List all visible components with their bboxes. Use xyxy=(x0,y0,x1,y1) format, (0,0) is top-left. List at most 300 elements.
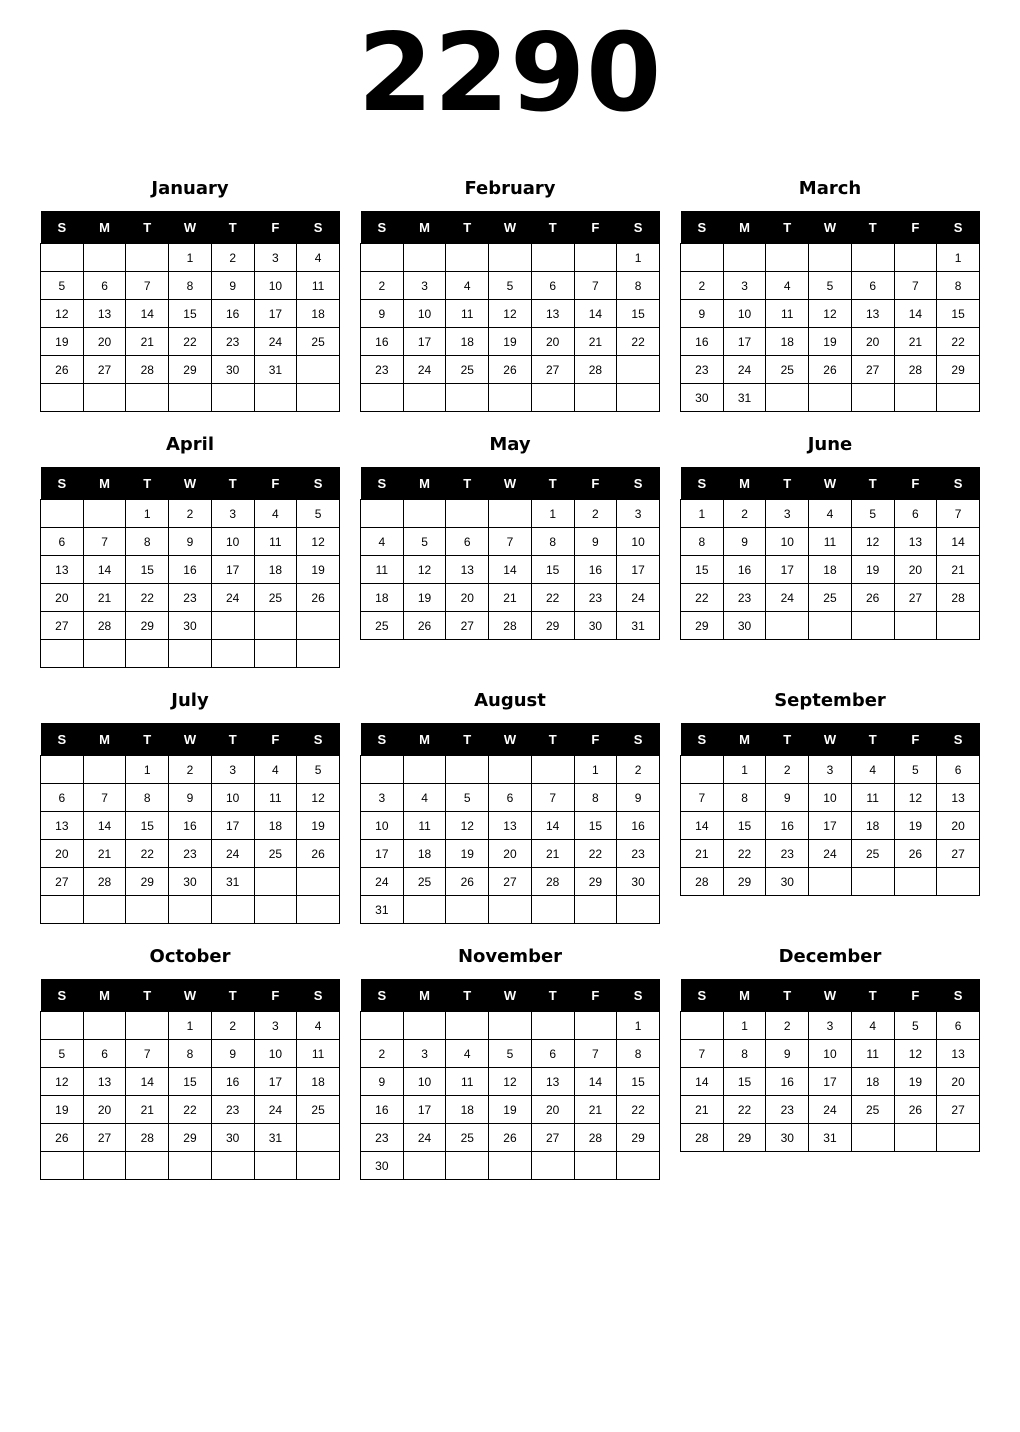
day-cell[interactable]: 2 xyxy=(169,500,212,528)
day-cell[interactable]: 13 xyxy=(937,1040,980,1068)
day-cell[interactable]: 24 xyxy=(617,584,660,612)
day-cell[interactable]: 12 xyxy=(489,300,532,328)
day-cell[interactable]: 22 xyxy=(531,584,574,612)
day-cell[interactable]: 24 xyxy=(211,584,254,612)
day-cell[interactable]: 15 xyxy=(574,812,617,840)
day-cell[interactable]: 2 xyxy=(211,1012,254,1040)
day-cell[interactable]: 24 xyxy=(809,840,852,868)
day-cell[interactable]: 27 xyxy=(851,356,894,384)
day-cell[interactable]: 9 xyxy=(211,1040,254,1068)
day-cell[interactable]: 14 xyxy=(83,812,126,840)
day-cell[interactable]: 13 xyxy=(531,1068,574,1096)
day-cell[interactable]: 14 xyxy=(126,300,169,328)
day-cell[interactable]: 23 xyxy=(766,1096,809,1124)
day-cell[interactable]: 28 xyxy=(681,868,724,896)
day-cell[interactable]: 3 xyxy=(617,500,660,528)
day-cell[interactable]: 23 xyxy=(211,328,254,356)
day-cell[interactable]: 15 xyxy=(169,1068,212,1096)
day-cell[interactable]: 27 xyxy=(531,356,574,384)
day-cell[interactable]: 6 xyxy=(83,1040,126,1068)
day-cell[interactable]: 2 xyxy=(681,272,724,300)
day-cell[interactable]: 9 xyxy=(361,300,404,328)
day-cell[interactable]: 18 xyxy=(361,584,404,612)
day-cell[interactable]: 11 xyxy=(446,300,489,328)
day-cell[interactable]: 20 xyxy=(489,840,532,868)
day-cell[interactable]: 19 xyxy=(446,840,489,868)
day-cell[interactable]: 9 xyxy=(169,784,212,812)
day-cell[interactable]: 4 xyxy=(851,756,894,784)
day-cell[interactable]: 25 xyxy=(766,356,809,384)
day-cell[interactable]: 1 xyxy=(126,756,169,784)
day-cell[interactable]: 15 xyxy=(937,300,980,328)
day-cell[interactable]: 1 xyxy=(617,1012,660,1040)
day-cell[interactable]: 17 xyxy=(211,812,254,840)
day-cell[interactable]: 30 xyxy=(169,612,212,640)
day-cell[interactable]: 9 xyxy=(681,300,724,328)
day-cell[interactable]: 3 xyxy=(809,756,852,784)
day-cell[interactable]: 5 xyxy=(297,500,340,528)
day-cell[interactable]: 21 xyxy=(126,1096,169,1124)
day-cell[interactable]: 10 xyxy=(403,300,446,328)
day-cell[interactable]: 4 xyxy=(809,500,852,528)
day-cell[interactable]: 4 xyxy=(254,500,297,528)
day-cell[interactable]: 11 xyxy=(254,784,297,812)
day-cell[interactable]: 14 xyxy=(574,1068,617,1096)
day-cell[interactable]: 14 xyxy=(681,812,724,840)
day-cell[interactable]: 15 xyxy=(723,1068,766,1096)
day-cell[interactable]: 26 xyxy=(489,356,532,384)
day-cell[interactable]: 21 xyxy=(937,556,980,584)
day-cell[interactable]: 19 xyxy=(297,812,340,840)
day-cell[interactable]: 12 xyxy=(489,1068,532,1096)
day-cell[interactable]: 6 xyxy=(937,756,980,784)
day-cell[interactable]: 17 xyxy=(211,556,254,584)
day-cell[interactable]: 14 xyxy=(937,528,980,556)
day-cell[interactable]: 20 xyxy=(83,1096,126,1124)
day-cell[interactable]: 11 xyxy=(297,272,340,300)
day-cell[interactable]: 25 xyxy=(297,328,340,356)
day-cell[interactable]: 9 xyxy=(723,528,766,556)
day-cell[interactable]: 28 xyxy=(894,356,937,384)
day-cell[interactable]: 15 xyxy=(617,300,660,328)
day-cell[interactable]: 26 xyxy=(297,584,340,612)
day-cell[interactable]: 20 xyxy=(894,556,937,584)
day-cell[interactable]: 7 xyxy=(83,528,126,556)
day-cell[interactable]: 31 xyxy=(254,356,297,384)
day-cell[interactable]: 25 xyxy=(297,1096,340,1124)
day-cell[interactable]: 22 xyxy=(617,1096,660,1124)
day-cell[interactable]: 28 xyxy=(574,1124,617,1152)
day-cell[interactable]: 3 xyxy=(254,1012,297,1040)
day-cell[interactable]: 21 xyxy=(83,840,126,868)
day-cell[interactable]: 22 xyxy=(574,840,617,868)
day-cell[interactable]: 12 xyxy=(297,528,340,556)
day-cell[interactable]: 13 xyxy=(851,300,894,328)
day-cell[interactable]: 23 xyxy=(211,1096,254,1124)
day-cell[interactable]: 23 xyxy=(169,584,212,612)
day-cell[interactable]: 8 xyxy=(723,1040,766,1068)
day-cell[interactable]: 21 xyxy=(894,328,937,356)
day-cell[interactable]: 26 xyxy=(297,840,340,868)
day-cell[interactable]: 30 xyxy=(681,384,724,412)
day-cell[interactable]: 15 xyxy=(126,556,169,584)
day-cell[interactable]: 9 xyxy=(766,784,809,812)
day-cell[interactable]: 12 xyxy=(809,300,852,328)
day-cell[interactable]: 22 xyxy=(723,840,766,868)
day-cell[interactable]: 10 xyxy=(211,784,254,812)
day-cell[interactable]: 8 xyxy=(574,784,617,812)
day-cell[interactable]: 21 xyxy=(126,328,169,356)
day-cell[interactable]: 3 xyxy=(403,272,446,300)
day-cell[interactable]: 17 xyxy=(809,1068,852,1096)
day-cell[interactable]: 28 xyxy=(83,868,126,896)
day-cell[interactable]: 21 xyxy=(574,1096,617,1124)
day-cell[interactable]: 10 xyxy=(361,812,404,840)
day-cell[interactable]: 29 xyxy=(126,612,169,640)
day-cell[interactable]: 25 xyxy=(851,1096,894,1124)
day-cell[interactable]: 22 xyxy=(169,1096,212,1124)
day-cell[interactable]: 18 xyxy=(297,300,340,328)
day-cell[interactable]: 27 xyxy=(894,584,937,612)
day-cell[interactable]: 10 xyxy=(211,528,254,556)
day-cell[interactable]: 23 xyxy=(766,840,809,868)
day-cell[interactable]: 7 xyxy=(83,784,126,812)
day-cell[interactable]: 20 xyxy=(531,1096,574,1124)
day-cell[interactable]: 5 xyxy=(894,1012,937,1040)
day-cell[interactable]: 29 xyxy=(937,356,980,384)
day-cell[interactable]: 6 xyxy=(41,528,84,556)
day-cell[interactable]: 22 xyxy=(126,584,169,612)
day-cell[interactable]: 16 xyxy=(361,1096,404,1124)
day-cell[interactable]: 20 xyxy=(41,840,84,868)
day-cell[interactable]: 4 xyxy=(403,784,446,812)
day-cell[interactable]: 12 xyxy=(403,556,446,584)
day-cell[interactable]: 27 xyxy=(83,356,126,384)
day-cell[interactable]: 3 xyxy=(361,784,404,812)
day-cell[interactable]: 28 xyxy=(126,1124,169,1152)
day-cell[interactable]: 1 xyxy=(937,244,980,272)
day-cell[interactable]: 26 xyxy=(489,1124,532,1152)
day-cell[interactable]: 16 xyxy=(766,812,809,840)
day-cell[interactable]: 16 xyxy=(211,300,254,328)
day-cell[interactable]: 7 xyxy=(937,500,980,528)
day-cell[interactable]: 18 xyxy=(254,556,297,584)
day-cell[interactable]: 31 xyxy=(254,1124,297,1152)
day-cell[interactable]: 4 xyxy=(766,272,809,300)
day-cell[interactable]: 12 xyxy=(297,784,340,812)
day-cell[interactable]: 23 xyxy=(361,356,404,384)
day-cell[interactable]: 21 xyxy=(489,584,532,612)
day-cell[interactable]: 16 xyxy=(574,556,617,584)
day-cell[interactable]: 22 xyxy=(723,1096,766,1124)
day-cell[interactable]: 12 xyxy=(894,1040,937,1068)
day-cell[interactable]: 8 xyxy=(723,784,766,812)
day-cell[interactable]: 28 xyxy=(489,612,532,640)
day-cell[interactable]: 16 xyxy=(169,812,212,840)
day-cell[interactable]: 31 xyxy=(211,868,254,896)
day-cell[interactable]: 14 xyxy=(489,556,532,584)
day-cell[interactable]: 27 xyxy=(41,868,84,896)
day-cell[interactable]: 17 xyxy=(809,812,852,840)
day-cell[interactable]: 19 xyxy=(297,556,340,584)
day-cell[interactable]: 8 xyxy=(617,272,660,300)
day-cell[interactable]: 9 xyxy=(574,528,617,556)
day-cell[interactable]: 30 xyxy=(617,868,660,896)
day-cell[interactable]: 7 xyxy=(489,528,532,556)
day-cell[interactable]: 24 xyxy=(766,584,809,612)
day-cell[interactable]: 14 xyxy=(83,556,126,584)
day-cell[interactable]: 18 xyxy=(254,812,297,840)
day-cell[interactable]: 22 xyxy=(169,328,212,356)
day-cell[interactable]: 15 xyxy=(531,556,574,584)
day-cell[interactable]: 13 xyxy=(446,556,489,584)
day-cell[interactable]: 12 xyxy=(894,784,937,812)
day-cell[interactable]: 5 xyxy=(894,756,937,784)
day-cell[interactable]: 7 xyxy=(681,1040,724,1068)
day-cell[interactable]: 28 xyxy=(531,868,574,896)
day-cell[interactable]: 11 xyxy=(361,556,404,584)
day-cell[interactable]: 13 xyxy=(41,812,84,840)
day-cell[interactable]: 12 xyxy=(446,812,489,840)
day-cell[interactable]: 26 xyxy=(894,840,937,868)
day-cell[interactable]: 17 xyxy=(361,840,404,868)
day-cell[interactable]: 21 xyxy=(83,584,126,612)
day-cell[interactable]: 4 xyxy=(361,528,404,556)
day-cell[interactable]: 7 xyxy=(574,1040,617,1068)
day-cell[interactable]: 17 xyxy=(254,1068,297,1096)
day-cell[interactable]: 23 xyxy=(617,840,660,868)
day-cell[interactable]: 31 xyxy=(617,612,660,640)
day-cell[interactable]: 24 xyxy=(809,1096,852,1124)
day-cell[interactable]: 10 xyxy=(254,272,297,300)
day-cell[interactable]: 4 xyxy=(446,272,489,300)
day-cell[interactable]: 13 xyxy=(83,300,126,328)
day-cell[interactable]: 8 xyxy=(681,528,724,556)
day-cell[interactable]: 8 xyxy=(531,528,574,556)
day-cell[interactable]: 8 xyxy=(169,272,212,300)
day-cell[interactable]: 26 xyxy=(446,868,489,896)
day-cell[interactable]: 12 xyxy=(851,528,894,556)
day-cell[interactable]: 29 xyxy=(574,868,617,896)
day-cell[interactable]: 6 xyxy=(83,272,126,300)
day-cell[interactable]: 17 xyxy=(403,328,446,356)
day-cell[interactable]: 25 xyxy=(851,840,894,868)
day-cell[interactable]: 26 xyxy=(41,356,84,384)
day-cell[interactable]: 29 xyxy=(169,1124,212,1152)
day-cell[interactable]: 28 xyxy=(126,356,169,384)
day-cell[interactable]: 5 xyxy=(41,1040,84,1068)
day-cell[interactable]: 1 xyxy=(723,1012,766,1040)
day-cell[interactable]: 25 xyxy=(809,584,852,612)
day-cell[interactable]: 24 xyxy=(723,356,766,384)
day-cell[interactable]: 31 xyxy=(723,384,766,412)
day-cell[interactable]: 4 xyxy=(297,1012,340,1040)
day-cell[interactable]: 6 xyxy=(531,1040,574,1068)
day-cell[interactable]: 15 xyxy=(617,1068,660,1096)
day-cell[interactable]: 3 xyxy=(723,272,766,300)
day-cell[interactable]: 30 xyxy=(211,1124,254,1152)
day-cell[interactable]: 30 xyxy=(723,612,766,640)
day-cell[interactable]: 2 xyxy=(766,756,809,784)
day-cell[interactable]: 21 xyxy=(681,1096,724,1124)
day-cell[interactable]: 30 xyxy=(766,1124,809,1152)
day-cell[interactable]: 22 xyxy=(681,584,724,612)
day-cell[interactable]: 11 xyxy=(446,1068,489,1096)
day-cell[interactable]: 4 xyxy=(446,1040,489,1068)
day-cell[interactable]: 7 xyxy=(894,272,937,300)
day-cell[interactable]: 3 xyxy=(809,1012,852,1040)
day-cell[interactable]: 28 xyxy=(937,584,980,612)
day-cell[interactable]: 9 xyxy=(169,528,212,556)
day-cell[interactable]: 25 xyxy=(446,356,489,384)
day-cell[interactable]: 15 xyxy=(169,300,212,328)
day-cell[interactable]: 28 xyxy=(681,1124,724,1152)
day-cell[interactable]: 10 xyxy=(809,784,852,812)
day-cell[interactable]: 12 xyxy=(41,300,84,328)
day-cell[interactable]: 5 xyxy=(403,528,446,556)
day-cell[interactable]: 3 xyxy=(211,500,254,528)
day-cell[interactable]: 15 xyxy=(723,812,766,840)
day-cell[interactable]: 25 xyxy=(446,1124,489,1152)
day-cell[interactable]: 29 xyxy=(169,356,212,384)
day-cell[interactable]: 2 xyxy=(169,756,212,784)
day-cell[interactable]: 17 xyxy=(403,1096,446,1124)
day-cell[interactable]: 3 xyxy=(403,1040,446,1068)
day-cell[interactable]: 7 xyxy=(126,1040,169,1068)
day-cell[interactable]: 2 xyxy=(723,500,766,528)
day-cell[interactable]: 10 xyxy=(766,528,809,556)
day-cell[interactable]: 9 xyxy=(766,1040,809,1068)
day-cell[interactable]: 1 xyxy=(723,756,766,784)
day-cell[interactable]: 22 xyxy=(617,328,660,356)
day-cell[interactable]: 8 xyxy=(126,528,169,556)
day-cell[interactable]: 6 xyxy=(851,272,894,300)
day-cell[interactable]: 19 xyxy=(809,328,852,356)
day-cell[interactable]: 8 xyxy=(169,1040,212,1068)
day-cell[interactable]: 18 xyxy=(446,1096,489,1124)
day-cell[interactable]: 13 xyxy=(41,556,84,584)
day-cell[interactable]: 29 xyxy=(723,1124,766,1152)
day-cell[interactable]: 1 xyxy=(681,500,724,528)
day-cell[interactable]: 7 xyxy=(531,784,574,812)
day-cell[interactable]: 10 xyxy=(254,1040,297,1068)
day-cell[interactable]: 26 xyxy=(41,1124,84,1152)
day-cell[interactable]: 9 xyxy=(361,1068,404,1096)
day-cell[interactable]: 1 xyxy=(617,244,660,272)
day-cell[interactable]: 3 xyxy=(254,244,297,272)
day-cell[interactable]: 27 xyxy=(41,612,84,640)
day-cell[interactable]: 8 xyxy=(126,784,169,812)
day-cell[interactable]: 29 xyxy=(531,612,574,640)
day-cell[interactable]: 23 xyxy=(169,840,212,868)
day-cell[interactable]: 13 xyxy=(531,300,574,328)
day-cell[interactable]: 31 xyxy=(361,896,404,924)
day-cell[interactable]: 5 xyxy=(489,272,532,300)
day-cell[interactable]: 20 xyxy=(937,812,980,840)
day-cell[interactable]: 25 xyxy=(254,584,297,612)
day-cell[interactable]: 4 xyxy=(297,244,340,272)
day-cell[interactable]: 17 xyxy=(617,556,660,584)
day-cell[interactable]: 6 xyxy=(446,528,489,556)
day-cell[interactable]: 11 xyxy=(851,784,894,812)
day-cell[interactable]: 27 xyxy=(446,612,489,640)
day-cell[interactable]: 14 xyxy=(894,300,937,328)
day-cell[interactable]: 4 xyxy=(851,1012,894,1040)
day-cell[interactable]: 25 xyxy=(361,612,404,640)
day-cell[interactable]: 22 xyxy=(126,840,169,868)
day-cell[interactable]: 11 xyxy=(403,812,446,840)
day-cell[interactable]: 22 xyxy=(937,328,980,356)
day-cell[interactable]: 16 xyxy=(211,1068,254,1096)
day-cell[interactable]: 21 xyxy=(681,840,724,868)
day-cell[interactable]: 15 xyxy=(126,812,169,840)
day-cell[interactable]: 19 xyxy=(41,328,84,356)
day-cell[interactable]: 20 xyxy=(851,328,894,356)
day-cell[interactable]: 18 xyxy=(766,328,809,356)
day-cell[interactable]: 16 xyxy=(723,556,766,584)
day-cell[interactable]: 19 xyxy=(894,812,937,840)
day-cell[interactable]: 2 xyxy=(211,244,254,272)
day-cell[interactable]: 23 xyxy=(681,356,724,384)
day-cell[interactable]: 11 xyxy=(766,300,809,328)
day-cell[interactable]: 19 xyxy=(403,584,446,612)
day-cell[interactable]: 17 xyxy=(723,328,766,356)
day-cell[interactable]: 13 xyxy=(83,1068,126,1096)
day-cell[interactable]: 20 xyxy=(446,584,489,612)
day-cell[interactable]: 2 xyxy=(361,272,404,300)
day-cell[interactable]: 26 xyxy=(403,612,446,640)
day-cell[interactable]: 7 xyxy=(574,272,617,300)
day-cell[interactable]: 5 xyxy=(851,500,894,528)
day-cell[interactable]: 18 xyxy=(851,1068,894,1096)
day-cell[interactable]: 14 xyxy=(531,812,574,840)
day-cell[interactable]: 2 xyxy=(617,756,660,784)
day-cell[interactable]: 24 xyxy=(361,868,404,896)
day-cell[interactable]: 28 xyxy=(83,612,126,640)
day-cell[interactable]: 8 xyxy=(937,272,980,300)
day-cell[interactable]: 23 xyxy=(361,1124,404,1152)
day-cell[interactable]: 5 xyxy=(446,784,489,812)
day-cell[interactable]: 5 xyxy=(809,272,852,300)
day-cell[interactable]: 27 xyxy=(489,868,532,896)
day-cell[interactable]: 18 xyxy=(809,556,852,584)
day-cell[interactable]: 3 xyxy=(211,756,254,784)
day-cell[interactable]: 5 xyxy=(297,756,340,784)
day-cell[interactable]: 6 xyxy=(937,1012,980,1040)
day-cell[interactable]: 14 xyxy=(574,300,617,328)
day-cell[interactable]: 27 xyxy=(531,1124,574,1152)
day-cell[interactable]: 17 xyxy=(766,556,809,584)
day-cell[interactable]: 9 xyxy=(211,272,254,300)
day-cell[interactable]: 21 xyxy=(531,840,574,868)
day-cell[interactable]: 10 xyxy=(403,1068,446,1096)
day-cell[interactable]: 29 xyxy=(723,868,766,896)
day-cell[interactable]: 25 xyxy=(254,840,297,868)
day-cell[interactable]: 9 xyxy=(617,784,660,812)
day-cell[interactable]: 18 xyxy=(446,328,489,356)
day-cell[interactable]: 1 xyxy=(169,1012,212,1040)
day-cell[interactable]: 7 xyxy=(681,784,724,812)
day-cell[interactable]: 5 xyxy=(489,1040,532,1068)
day-cell[interactable]: 24 xyxy=(403,1124,446,1152)
day-cell[interactable]: 18 xyxy=(297,1068,340,1096)
day-cell[interactable]: 23 xyxy=(574,584,617,612)
day-cell[interactable]: 29 xyxy=(617,1124,660,1152)
day-cell[interactable]: 26 xyxy=(809,356,852,384)
day-cell[interactable]: 2 xyxy=(574,500,617,528)
day-cell[interactable]: 24 xyxy=(403,356,446,384)
day-cell[interactable]: 2 xyxy=(766,1012,809,1040)
